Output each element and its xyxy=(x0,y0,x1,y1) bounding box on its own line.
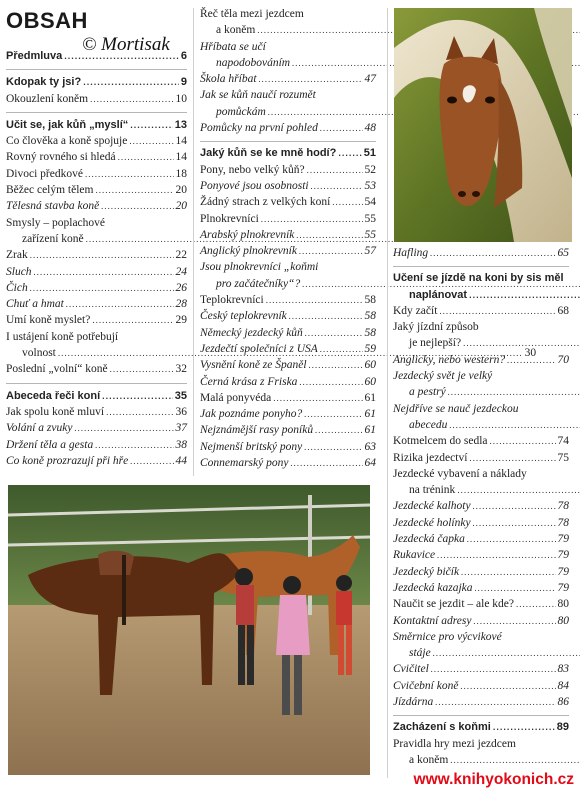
dot-leader xyxy=(461,564,555,580)
page-number: 55 xyxy=(364,228,376,241)
column-divider xyxy=(387,8,388,778)
toc-entry xyxy=(200,292,376,308)
toc-entry xyxy=(200,374,376,390)
toc-entry xyxy=(6,91,187,107)
dot-leader xyxy=(259,71,363,87)
entry-title: Držení těla a gesta xyxy=(6,438,94,451)
toc-entry xyxy=(6,296,187,312)
toc-entry xyxy=(200,308,376,324)
dot-leader xyxy=(273,390,362,406)
toc-entry xyxy=(200,39,376,72)
toc-chapter xyxy=(6,117,187,133)
toc-list-3 xyxy=(393,245,569,768)
entry-title: Nejdříve se nauč jezdeckou xyxy=(393,402,519,415)
dot-leader xyxy=(437,547,555,563)
entry-title: Kontaktní adresy xyxy=(393,614,472,627)
dot-leader xyxy=(305,325,363,341)
entry-title: Zrak xyxy=(6,249,28,262)
toc-entry xyxy=(200,390,376,406)
dot-leader xyxy=(469,450,555,466)
dot-leader xyxy=(463,338,580,348)
entry-title: Zacházení s koňmi xyxy=(393,721,491,734)
toc-entry xyxy=(393,736,569,769)
entry-title-continued: pro začátečníky“? xyxy=(216,277,301,290)
page-number: 79 xyxy=(557,581,569,594)
entry-title: Chuť a hmat xyxy=(6,298,64,311)
toc-chapter xyxy=(393,719,569,735)
toc-chapter xyxy=(200,145,376,161)
page-number: 35 xyxy=(174,389,187,402)
toc-entry xyxy=(200,87,376,120)
toc-entry xyxy=(393,629,569,662)
dot-leader xyxy=(30,247,174,263)
dot-leader xyxy=(129,133,173,149)
entry-title: Abeceda řeči koní xyxy=(6,389,101,402)
entry-title-continued: volnost xyxy=(22,347,56,360)
page-number: 68 xyxy=(557,304,569,317)
page-number: 47 xyxy=(364,73,376,86)
dot-leader xyxy=(30,280,174,296)
page-number: 78 xyxy=(557,500,569,513)
dot-leader xyxy=(338,145,361,161)
entry-title: Jak spolu koně mluví xyxy=(6,405,105,418)
page-number: 29 xyxy=(175,314,187,327)
page-number: 51 xyxy=(363,147,376,160)
page-number: 10 xyxy=(175,92,187,105)
dot-leader xyxy=(83,74,179,90)
entry-title: Co koně prozrazují při hře xyxy=(6,454,129,467)
dot-leader xyxy=(307,162,363,178)
toc-entry xyxy=(393,564,569,580)
entry-title: Anglicky, nebo western? xyxy=(393,353,506,366)
page-number: 61 xyxy=(364,391,376,404)
toc-entry xyxy=(200,325,376,341)
toc-entry xyxy=(6,420,187,436)
dot-leader xyxy=(439,303,555,319)
dot-leader xyxy=(74,420,173,436)
dot-leader xyxy=(299,243,363,259)
toc-entry xyxy=(200,194,376,210)
dot-leader xyxy=(95,437,173,453)
dot-leader xyxy=(320,120,363,136)
section-rule xyxy=(393,266,569,267)
dot-leader xyxy=(311,178,363,194)
page-number: 14 xyxy=(175,135,187,148)
section-rule xyxy=(6,69,187,70)
toc-entry xyxy=(393,303,569,319)
dot-leader xyxy=(266,292,363,308)
entry-title: Okouzlení koněm xyxy=(6,92,89,105)
toc-entry xyxy=(6,182,187,198)
toc-entry xyxy=(393,547,569,563)
page-number: 53 xyxy=(364,179,376,192)
page-number: 86 xyxy=(557,696,569,709)
page-number: 79 xyxy=(557,533,569,546)
entry-title: Čich xyxy=(6,281,28,294)
copyright-mark: © Mortisak xyxy=(82,34,170,55)
entry-title: Nejznámější rasy poníků xyxy=(200,424,314,437)
dot-leader xyxy=(92,312,173,328)
toc-entry xyxy=(200,259,376,292)
toc-list-2 xyxy=(200,6,376,471)
dot-leader xyxy=(102,388,173,404)
toc-entry xyxy=(393,580,569,596)
toc-entry xyxy=(200,162,376,178)
page-number: 14 xyxy=(175,151,187,164)
entry-title: Umí koně myslet? xyxy=(6,314,91,327)
section-rule xyxy=(6,112,187,113)
entry-title: Rizika jezdectví xyxy=(393,451,468,464)
section-rule xyxy=(393,715,569,716)
entry-title: Teplokrevníci xyxy=(200,294,264,307)
page-number: 38 xyxy=(175,438,187,451)
toc-entry xyxy=(200,227,376,243)
dot-leader xyxy=(493,719,555,735)
toc-entry xyxy=(393,613,569,629)
toc-entry xyxy=(200,341,376,357)
toc-entry xyxy=(200,71,376,87)
dot-leader xyxy=(448,387,580,397)
page-number: 60 xyxy=(364,359,376,372)
page-number: 48 xyxy=(364,122,376,135)
entry-title: I ustájení koně potřebují xyxy=(6,330,119,343)
entry-title: Smysly – poplachové xyxy=(6,216,106,229)
entry-title: Jezdecké holínky xyxy=(393,516,471,529)
dot-leader xyxy=(431,661,556,677)
entry-title: Jsou plnokrevníci „koňmi xyxy=(200,261,319,274)
page-number: 80 xyxy=(557,598,569,611)
page-number: 61 xyxy=(364,408,376,421)
toc-entry xyxy=(200,357,376,373)
dot-leader xyxy=(475,580,556,596)
toc-entry xyxy=(6,149,187,165)
toc-entry xyxy=(393,515,569,531)
page-number: 74 xyxy=(557,435,569,448)
section-rule xyxy=(200,141,376,142)
dot-leader xyxy=(118,149,174,165)
toc-entry xyxy=(393,245,569,261)
toc-entry xyxy=(200,243,376,259)
dot-leader xyxy=(90,91,173,107)
toc-entry xyxy=(200,455,376,471)
entry-title: Jezdecké kalhoty xyxy=(393,500,471,513)
entry-title: Jezdecké vybavení a náklady xyxy=(393,467,527,480)
toc-entry xyxy=(6,264,187,280)
page-number: 24 xyxy=(175,265,187,278)
entry-title: Rovný rovného si hledá xyxy=(6,151,116,164)
page-number: 58 xyxy=(364,326,376,339)
toc-entry xyxy=(6,453,187,469)
entry-title: Jaký jízdní způsob xyxy=(393,321,479,334)
toc-entry xyxy=(200,439,376,455)
page-number: 79 xyxy=(557,565,569,578)
dot-leader xyxy=(457,485,580,495)
toc-entry xyxy=(200,120,376,136)
page-number: 32 xyxy=(175,363,187,376)
entry-title: Malá ponyvéda xyxy=(200,391,272,404)
dot-leader xyxy=(95,182,173,198)
entry-title: Jezdečtí společníci z USA xyxy=(200,342,318,355)
dot-leader xyxy=(85,166,174,182)
dot-leader xyxy=(332,194,362,210)
page-number: 26 xyxy=(175,281,187,294)
entry-title-continued: a pestrý xyxy=(409,386,446,399)
toc-entry xyxy=(393,319,569,352)
page-number: 9 xyxy=(180,76,187,89)
page-number: 22 xyxy=(175,249,187,262)
entry-title: Nejmenší britský pony xyxy=(200,440,303,453)
toc-entry xyxy=(6,361,187,377)
toc-chapter xyxy=(6,388,187,404)
page-number: 64 xyxy=(364,457,376,470)
page-number: 54 xyxy=(364,196,376,209)
toc-entry xyxy=(393,368,569,401)
dot-leader xyxy=(296,227,362,243)
dot-leader xyxy=(469,290,580,300)
entry-title: Anglický plnokrevník xyxy=(200,245,297,258)
dot-leader xyxy=(449,420,580,430)
entry-title: Žádný strach z velkých koní xyxy=(200,196,331,209)
toc-entry xyxy=(200,178,376,194)
foal-photo xyxy=(394,8,572,242)
dot-leader xyxy=(320,341,363,357)
page-number: 60 xyxy=(364,375,376,388)
page-number: 20 xyxy=(175,200,187,213)
entry-title: Volání a zvuky xyxy=(6,422,73,435)
section-rule xyxy=(6,383,187,384)
entry-title-continued: napodobováním xyxy=(216,56,291,69)
entry-title-continued: stáje xyxy=(409,647,431,660)
entry-title: Tělesná stavba koně xyxy=(6,200,100,213)
dot-leader xyxy=(106,404,173,420)
entry-title: Učení se jízdě na koni by sis měl xyxy=(393,272,564,285)
toc-column-2 xyxy=(200,6,376,471)
entry-title: Plnokrevníci xyxy=(200,212,259,225)
entry-title: Kdy začít xyxy=(393,304,438,317)
entry-title: Český teplokrevník xyxy=(200,310,287,323)
toc-entry xyxy=(393,596,569,612)
entry-title: Škola hříbat xyxy=(200,73,257,86)
entry-title: Jezdecký svět je velký xyxy=(393,370,493,383)
page-number: 65 xyxy=(557,247,569,259)
entry-title: Pomůcky na první pohled xyxy=(200,122,318,135)
dot-leader xyxy=(110,361,174,377)
toc-entry xyxy=(393,466,569,499)
dot-leader xyxy=(467,531,556,547)
page-number: 70 xyxy=(557,353,569,366)
entry-title: Jezdecký bičík xyxy=(393,565,460,578)
page-number: 61 xyxy=(364,424,376,437)
dot-leader xyxy=(315,422,362,438)
entry-title: Pony, nebo velký kůň? xyxy=(200,163,305,176)
entry-title-continued: pomůckám xyxy=(216,105,266,118)
entry-title: Sluch xyxy=(6,265,32,278)
dot-leader xyxy=(507,352,555,368)
entry-title: Ponyové jsou osobnosti xyxy=(200,179,309,192)
dot-leader xyxy=(473,515,556,531)
entry-title: Naučit se jezdit – ale kde? xyxy=(393,598,515,611)
entry-title-continued: abecedu xyxy=(409,418,448,431)
toc-column-3 xyxy=(393,245,569,768)
toc-entry xyxy=(200,211,376,227)
toc-entry xyxy=(6,437,187,453)
toc-entry xyxy=(6,312,187,328)
toc-entry xyxy=(200,6,376,39)
page-number: 58 xyxy=(364,310,376,323)
dot-leader xyxy=(34,264,174,280)
footer-website[interactable]: www.knihyokonich.cz xyxy=(413,771,574,788)
dot-leader xyxy=(309,357,363,373)
entry-title: Vysnění koně ze Španěl xyxy=(200,359,307,372)
toc-entry xyxy=(393,401,569,434)
entry-title: Arabský plnokrevník xyxy=(200,228,295,241)
entry-title: Směrnice pro výcvikové xyxy=(393,630,502,643)
entry-title: Řeč těla mezi jezdcem xyxy=(200,8,304,20)
entry-title: Pravidla hry mezi jezdcem xyxy=(393,737,516,750)
entry-title: Jaký kůň se ke mně hodí? xyxy=(200,147,337,160)
dot-leader xyxy=(101,198,173,214)
toc-entry xyxy=(6,404,187,420)
page-number: 28 xyxy=(175,298,187,311)
entry-title: Connemarský pony xyxy=(200,457,289,470)
dot-leader xyxy=(130,117,172,133)
entry-title: Co člověka a koně spojuje xyxy=(6,135,128,148)
dot-leader xyxy=(304,406,362,422)
entry-title: Cvičební koně xyxy=(393,679,459,692)
dot-leader xyxy=(516,596,555,612)
entry-title-continued: a koněm xyxy=(216,24,256,37)
dot-leader xyxy=(450,755,580,765)
page-number: 52 xyxy=(364,163,376,176)
entry-title: Běžec celým tělem xyxy=(6,184,94,197)
page-number: 83 xyxy=(557,663,569,676)
dot-leader xyxy=(473,498,556,514)
toc-entry xyxy=(393,694,569,710)
page-number: 63 xyxy=(364,440,376,453)
page-number: 58 xyxy=(364,294,376,307)
page-number: 13 xyxy=(174,118,187,131)
entry-title: Jezdecká kazajka xyxy=(393,581,473,594)
page-number: 36 xyxy=(175,405,187,418)
page-number: 79 xyxy=(557,549,569,562)
dot-leader xyxy=(460,678,555,694)
page-number: 44 xyxy=(175,454,187,467)
dot-leader xyxy=(473,613,555,629)
entry-title: Jak poznáme ponyho? xyxy=(200,408,303,421)
entry-title: Učit se, jak kůň „myslí“ xyxy=(6,118,129,131)
entry-title-continued: je nejlepší? xyxy=(409,337,462,350)
page-number: 18 xyxy=(175,167,187,180)
page-number: 55 xyxy=(364,212,376,225)
toc-entry xyxy=(393,498,569,514)
toc-entry xyxy=(6,247,187,263)
toc-entry xyxy=(393,352,569,368)
toc-entry xyxy=(6,280,187,296)
toc-entry xyxy=(393,678,569,694)
dot-leader xyxy=(66,296,174,312)
page-number: 57 xyxy=(364,245,376,258)
toc-entry xyxy=(200,406,376,422)
entry-title: Hafling xyxy=(393,247,429,259)
dot-leader xyxy=(304,439,362,455)
toc-entry xyxy=(393,661,569,677)
entry-title-continued: na trénink xyxy=(409,484,456,497)
entry-title: Cvičitel xyxy=(393,663,429,676)
page-number: 59 xyxy=(364,342,376,355)
entry-title: Poslední „volní“ koně xyxy=(6,363,108,376)
entry-title: Kotmelcem do sedla xyxy=(393,435,488,448)
entry-title: Jak se kůň naučí rozumět xyxy=(200,89,316,102)
toc-entry xyxy=(393,450,569,466)
dot-leader xyxy=(490,433,556,449)
toc-entry xyxy=(6,198,187,214)
entry-title: Jízdárna xyxy=(393,696,434,709)
dot-leader xyxy=(433,648,580,658)
page-number: 80 xyxy=(557,614,569,627)
page-number: 75 xyxy=(557,451,569,464)
page-title: OBSAH xyxy=(6,8,88,33)
toc-entry xyxy=(6,133,187,149)
toc-chapter xyxy=(393,270,569,303)
toc-entry xyxy=(393,433,569,449)
entry-title: Kdopak ty jsi? xyxy=(6,76,82,89)
entry-title: Divoci předkové xyxy=(6,167,83,180)
dot-leader xyxy=(430,245,555,261)
dot-leader xyxy=(435,694,555,710)
riders-with-horses-photo xyxy=(8,485,370,775)
dot-leader xyxy=(289,308,363,324)
dot-leader xyxy=(130,453,173,469)
page-number: 78 xyxy=(557,516,569,529)
entry-title-continued: a koněm xyxy=(409,753,449,766)
entry-title: Hříbata se učí xyxy=(200,40,266,53)
toc-chapter xyxy=(6,74,187,90)
entry-title: Rukavice xyxy=(393,549,436,562)
entry-title: Jezdecká čapka xyxy=(393,533,465,546)
column-divider xyxy=(193,8,194,476)
entry-title: Předmluva xyxy=(6,50,63,62)
toc-entry xyxy=(200,422,376,438)
toc-entry xyxy=(6,215,187,248)
page-number: 30 xyxy=(524,347,537,360)
dot-leader xyxy=(299,374,362,390)
page-number: 84 xyxy=(557,679,569,692)
toc-entry xyxy=(393,531,569,547)
page-number: 89 xyxy=(556,721,569,734)
entry-title: Černá krása z Friska xyxy=(200,375,298,388)
dot-leader xyxy=(261,211,363,227)
page-number: 6 xyxy=(180,50,187,62)
page-number: 20 xyxy=(175,184,187,197)
entry-title-continued: zařízení koně xyxy=(22,232,84,245)
page-number: 37 xyxy=(175,422,187,435)
entry-title: Německý jezdecký kůň xyxy=(200,326,303,339)
dot-leader xyxy=(290,455,362,471)
entry-title-continued: naplánovat xyxy=(409,288,468,301)
toc-entry xyxy=(6,166,187,182)
